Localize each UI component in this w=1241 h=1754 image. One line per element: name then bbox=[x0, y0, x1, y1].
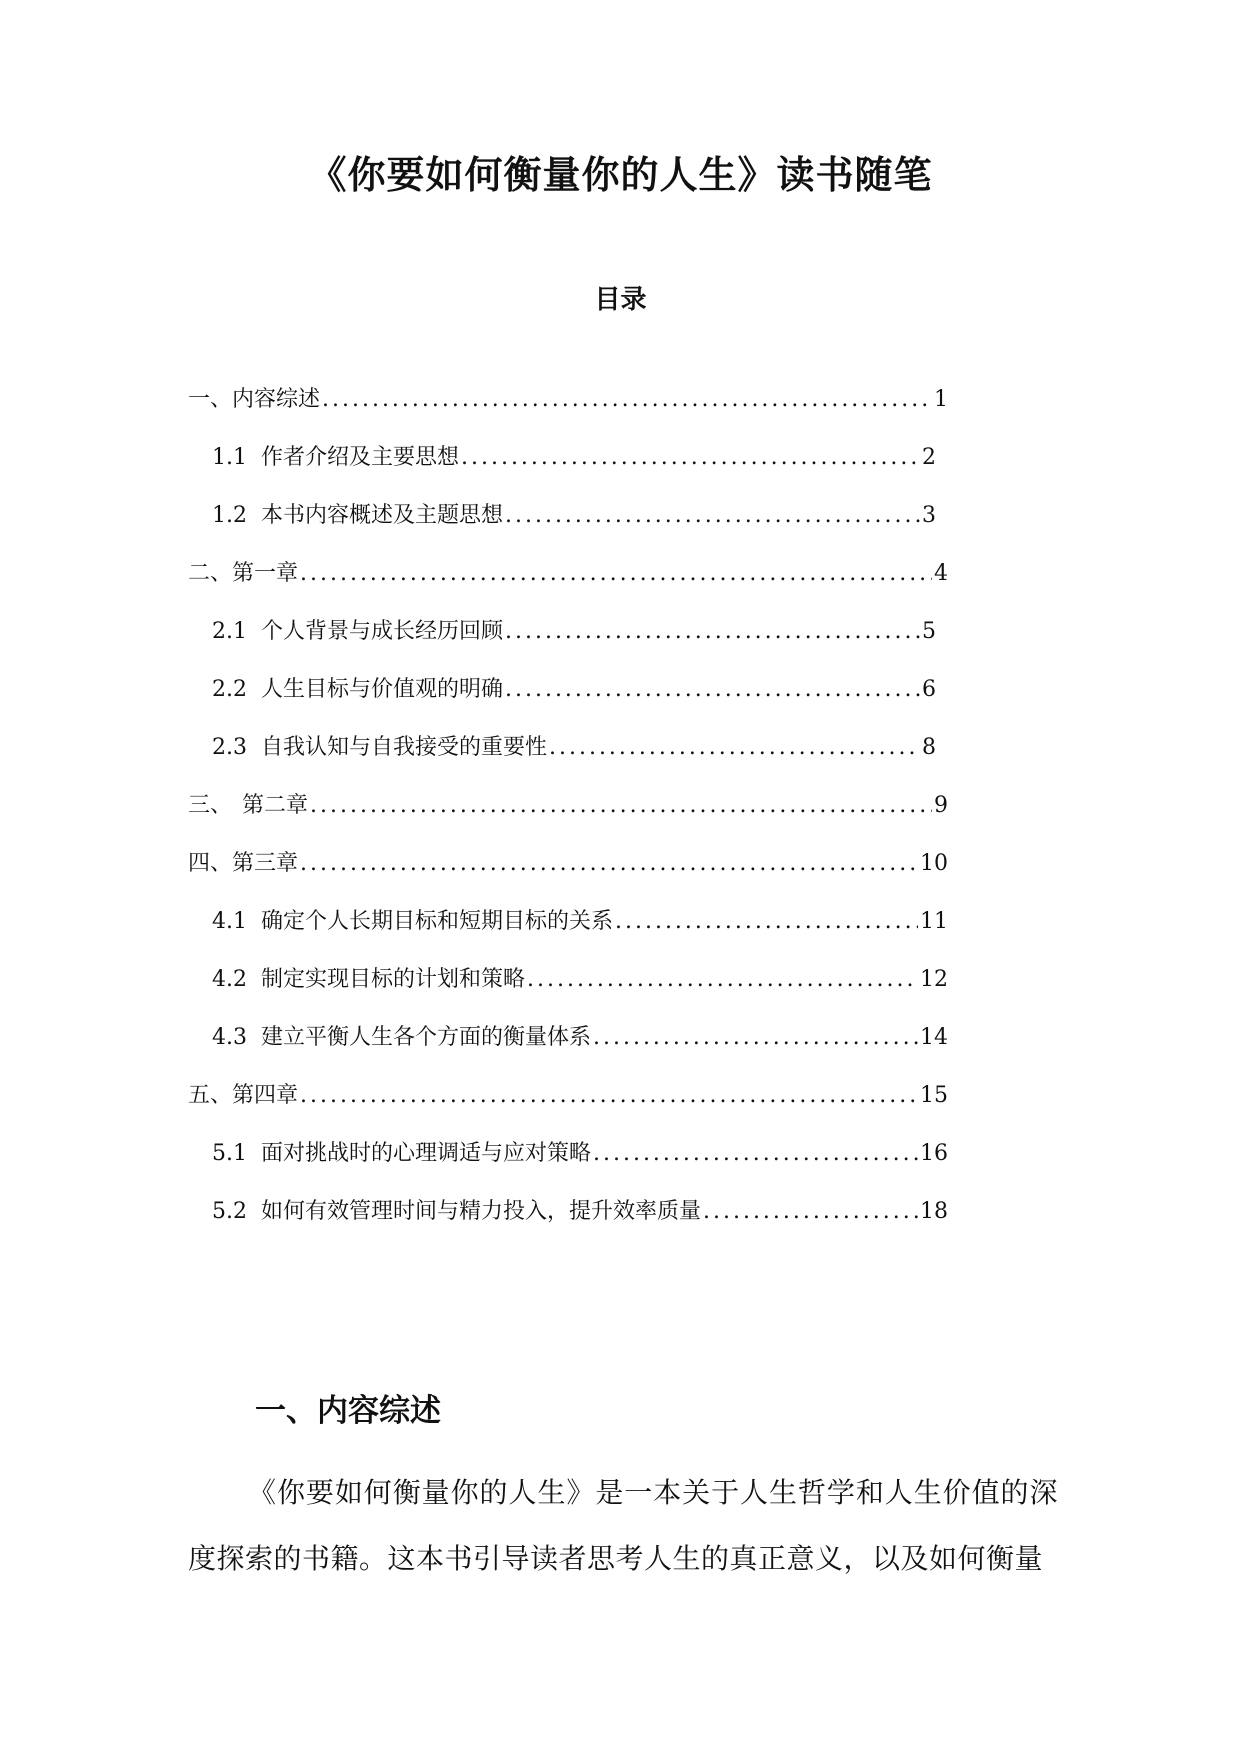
toc-page-number: 1 bbox=[934, 387, 948, 412]
toc-entry[interactable] bbox=[212, 1134, 948, 1174]
toc-entry-label bbox=[212, 1018, 591, 1058]
toc-entry-number: 五、 bbox=[188, 1083, 233, 1108]
toc-entry-label bbox=[212, 728, 547, 768]
toc-dot-leader bbox=[505, 496, 920, 536]
toc-entry[interactable] bbox=[188, 1076, 948, 1116]
toc-entry-number: 三、 bbox=[188, 793, 233, 818]
toc-entry-number: 4.1 bbox=[212, 909, 247, 934]
toc-page-number: 9 bbox=[934, 793, 948, 818]
toc-entry-text: 第一章 bbox=[232, 561, 299, 586]
toc-entry[interactable] bbox=[212, 1018, 948, 1058]
toc-entry-number: 2.3 bbox=[212, 735, 247, 760]
toc-page-number: 10 bbox=[920, 851, 948, 876]
toc-page-number: 12 bbox=[920, 967, 948, 992]
toc-entry-label bbox=[188, 1076, 298, 1116]
toc-entry-text: 自我认知与自我接受的重要性 bbox=[261, 735, 548, 760]
toc-page-number: 6 bbox=[922, 677, 936, 702]
toc-entry-text: 作者介绍及主要思想 bbox=[261, 445, 460, 470]
toc-entry-number: 5.2 bbox=[212, 1199, 247, 1224]
toc-entry-number: 一、 bbox=[188, 387, 233, 412]
toc-entry-label bbox=[212, 960, 525, 1000]
toc-entry-text: 建立平衡人生各个方面的衡量体系 bbox=[261, 1025, 592, 1050]
toc-entry-label bbox=[212, 670, 503, 710]
toc-entry[interactable] bbox=[212, 496, 936, 536]
toc-page-number: 16 bbox=[920, 1141, 948, 1166]
toc-entry[interactable] bbox=[188, 786, 948, 826]
toc-entry-text: 第二章 bbox=[242, 793, 309, 818]
toc-dot-leader bbox=[593, 1018, 918, 1058]
toc-dot-leader bbox=[527, 960, 918, 1000]
toc-page-number: 18 bbox=[920, 1199, 948, 1224]
toc-page-number: 8 bbox=[922, 735, 936, 760]
toc-entry-text: 内容综述 bbox=[232, 387, 321, 412]
toc-page-number: 5 bbox=[922, 619, 936, 644]
toc-dot-leader bbox=[505, 670, 920, 710]
toc-entry-label bbox=[212, 612, 503, 652]
toc-page-number: 4 bbox=[934, 561, 948, 586]
toc-entry-text: 个人背景与成长经历回顾 bbox=[261, 619, 504, 644]
toc-dot-leader bbox=[549, 728, 920, 768]
toc-entry-label bbox=[188, 844, 298, 884]
toc-entry-label bbox=[212, 902, 613, 942]
toc-entry-number: 4.2 bbox=[212, 967, 247, 992]
toc-entry-label bbox=[212, 1134, 591, 1174]
toc-entry-text: 人生目标与价值观的明确 bbox=[261, 677, 504, 702]
toc-entry-text: 如何有效管理时间与精力投入，提升效率质量 bbox=[261, 1199, 702, 1224]
toc-page-number: 14 bbox=[920, 1025, 948, 1050]
body-paragraph: 《你要如何衡量你的人生》是一本关于人生哲学和人生价值的深度探索的书籍。这本书引导读者思考人生的真正意义，以及如何衡量 bbox=[188, 1476, 1058, 1575]
toc-entry[interactable] bbox=[212, 438, 936, 478]
toc-entry-text: 本书内容概述及主题思想 bbox=[261, 503, 504, 528]
toc-entry-number: 1.2 bbox=[212, 503, 247, 528]
toc-entry-text: 第三章 bbox=[232, 851, 299, 876]
toc-entry-text: 第四章 bbox=[232, 1083, 299, 1108]
section-heading: 一、内容综述 bbox=[255, 1393, 441, 1429]
toc-entry[interactable] bbox=[212, 960, 948, 1000]
toc-entry-number: 2.2 bbox=[212, 677, 247, 702]
toc-entry-label bbox=[188, 554, 298, 594]
toc-entry[interactable] bbox=[188, 844, 948, 884]
toc-entry[interactable] bbox=[188, 380, 948, 420]
toc-page-number: 11 bbox=[920, 909, 948, 934]
toc-entry-label bbox=[188, 786, 308, 826]
toc-dot-leader bbox=[703, 1192, 918, 1232]
toc-entry-text: 确定个人长期目标和短期目标的关系 bbox=[261, 909, 614, 934]
toc-heading: 目录 bbox=[594, 285, 647, 315]
toc-page-number: 15 bbox=[920, 1083, 948, 1108]
toc-entry-text: 面对挑战时的心理调适与应对策略 bbox=[261, 1141, 592, 1166]
toc-dot-leader bbox=[300, 844, 918, 884]
toc-entry-number: 1.1 bbox=[212, 445, 247, 470]
toc-dot-leader bbox=[300, 1076, 918, 1116]
toc-dot-leader bbox=[322, 380, 932, 420]
toc-entry-label bbox=[212, 496, 503, 536]
toc-dot-leader bbox=[300, 554, 932, 594]
toc-entry-number: 2.1 bbox=[212, 619, 247, 644]
toc-entry[interactable] bbox=[212, 670, 936, 710]
toc-entry-number: 5.1 bbox=[212, 1141, 247, 1166]
toc-dot-leader bbox=[593, 1134, 918, 1174]
toc-entry[interactable] bbox=[212, 1192, 948, 1232]
toc-dot-leader bbox=[310, 786, 932, 826]
toc-entry[interactable] bbox=[212, 902, 948, 942]
toc-entry-number: 四、 bbox=[188, 851, 233, 876]
document-title: 《你要如何衡量你的人生》读书随笔 bbox=[308, 153, 933, 197]
toc-dot-leader bbox=[461, 438, 920, 478]
toc-entry-number: 二、 bbox=[188, 561, 233, 586]
toc-entry-label bbox=[212, 1192, 701, 1232]
toc-page-number: 3 bbox=[922, 503, 936, 528]
toc-entry[interactable] bbox=[188, 554, 948, 594]
toc-entry-label bbox=[188, 380, 320, 420]
toc-dot-leader bbox=[615, 902, 918, 942]
toc-page-number: 2 bbox=[922, 445, 936, 470]
toc-entry[interactable] bbox=[212, 612, 936, 652]
toc-entry-number: 4.3 bbox=[212, 1025, 247, 1050]
toc-entry[interactable] bbox=[212, 728, 936, 768]
toc-entry-text: 制定实现目标的计划和策略 bbox=[261, 967, 526, 992]
toc-entry-label bbox=[212, 438, 459, 478]
toc-dot-leader bbox=[505, 612, 920, 652]
